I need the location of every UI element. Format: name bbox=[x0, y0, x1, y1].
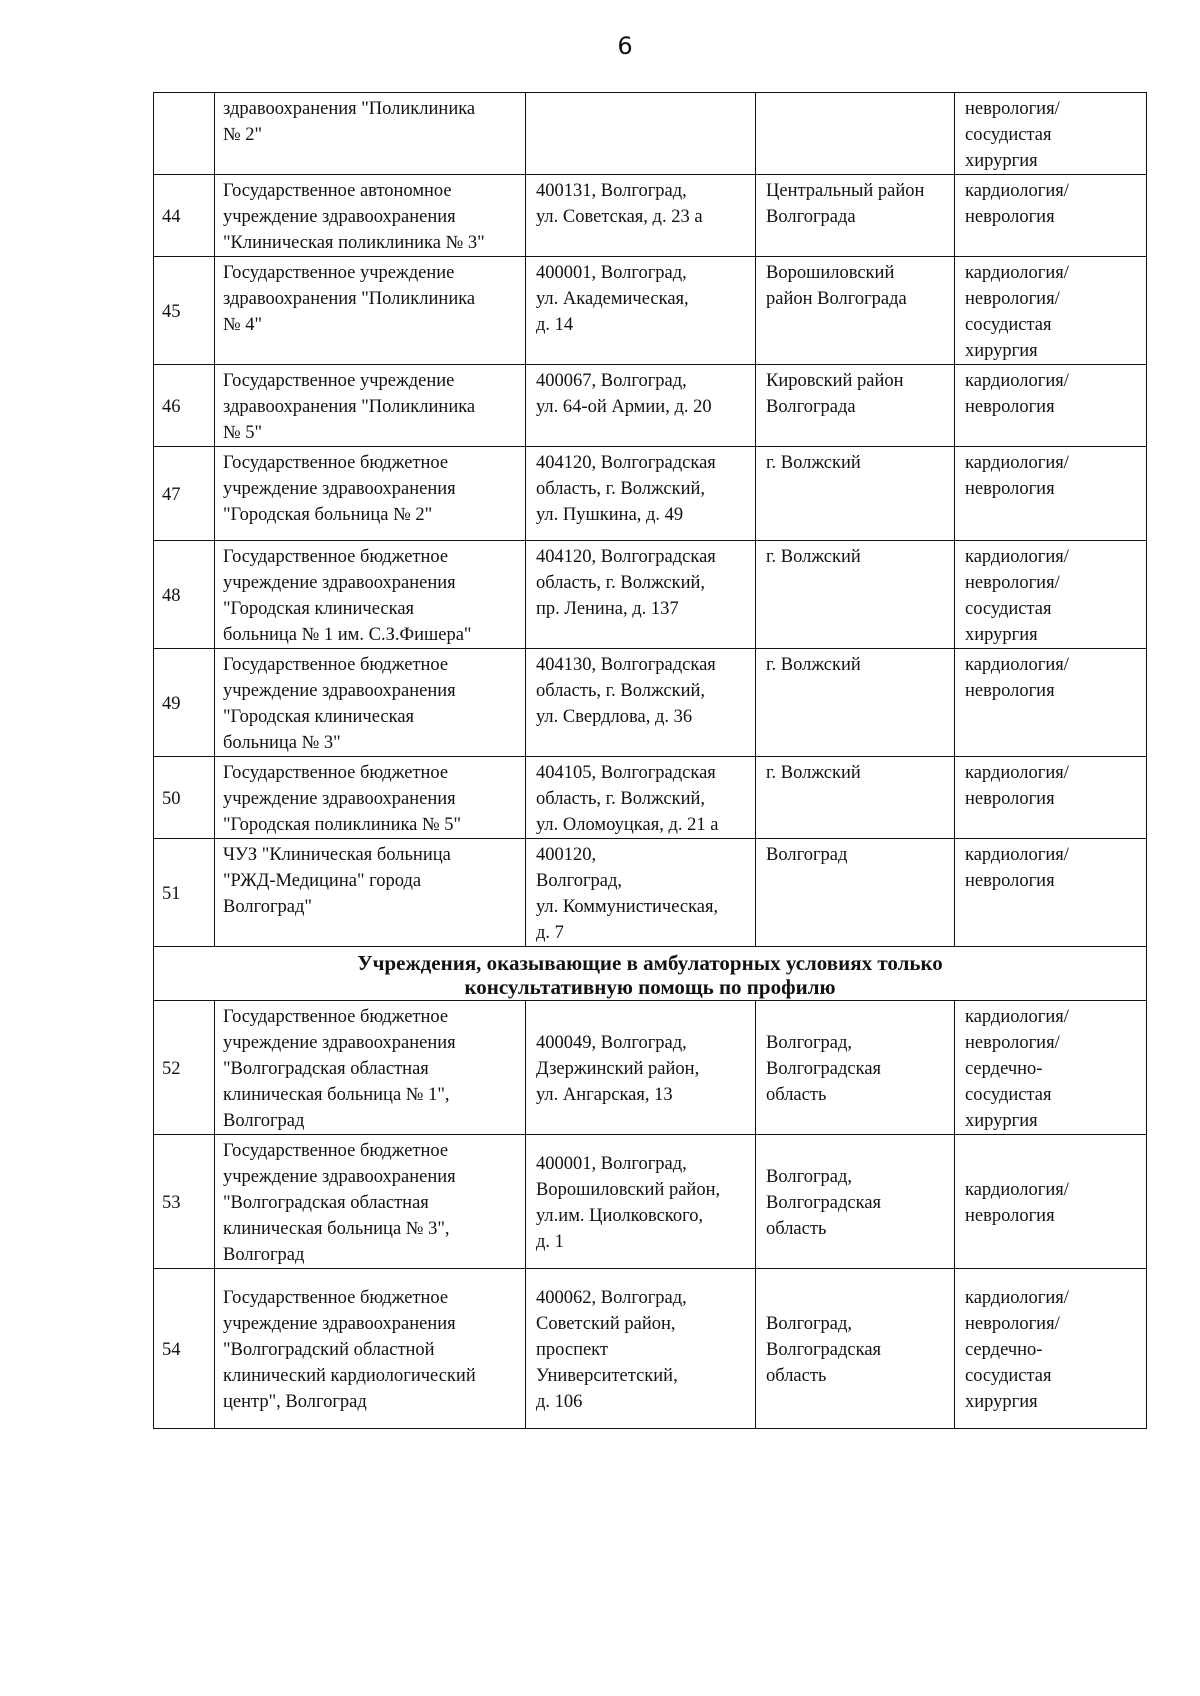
institution-name: Государственное бюджетное учреждение здравоохранения "Волгоградский областной клинический кардиологический центр", Волгоград bbox=[215, 1269, 526, 1429]
service-area: Волгоград, Волгоградская область bbox=[756, 1001, 955, 1135]
table-row bbox=[154, 649, 1147, 757]
medical-profile: кардиология/ неврология/ сердечно- сосудистая хирургия bbox=[955, 1001, 1147, 1135]
medical-profile: кардиология/ неврология/ сосудистая хирургия bbox=[955, 541, 1147, 649]
institution-name: Государственное бюджетное учреждение здравоохранения "Городская клиническая больница № 3" bbox=[215, 649, 526, 757]
table-row bbox=[154, 839, 1147, 947]
table-row bbox=[154, 175, 1147, 257]
institution-address: 404105, Волгоградская область, г. Волжский, ул. Оломоуцкая, д. 21 а bbox=[526, 757, 756, 839]
table-row bbox=[154, 1269, 1147, 1429]
row-number: 50 bbox=[154, 757, 215, 839]
medical-profile: кардиология/ неврология bbox=[955, 365, 1147, 447]
table-row bbox=[154, 757, 1147, 839]
row-number: 53 bbox=[154, 1135, 215, 1269]
row-number: 44 bbox=[154, 175, 215, 257]
row-number: 45 bbox=[154, 257, 215, 365]
row-number: 49 bbox=[154, 649, 215, 757]
institutions-table bbox=[153, 92, 1147, 1429]
table-row bbox=[154, 257, 1147, 365]
institution-name: Государственное бюджетное учреждение здравоохранения "Волгоградская областная клиническая больница № 1", Волгоград bbox=[215, 1001, 526, 1135]
medical-profile: кардиология/ неврология bbox=[955, 649, 1147, 757]
medical-profile: кардиология/ неврология/ сердечно- сосудистая хирургия bbox=[955, 1269, 1147, 1429]
row-number: 46 bbox=[154, 365, 215, 447]
medical-profile: кардиология/ неврология bbox=[955, 175, 1147, 257]
service-area: Центральный район Волгограда bbox=[756, 175, 955, 257]
medical-profile: кардиология/ неврология bbox=[955, 757, 1147, 839]
section-row bbox=[154, 947, 1147, 1001]
medical-profile: кардиология/ неврология bbox=[955, 447, 1147, 541]
table-row bbox=[154, 1001, 1147, 1135]
row-number: 51 bbox=[154, 839, 215, 947]
table-row bbox=[154, 541, 1147, 649]
page-number: 6 bbox=[617, 32, 633, 60]
institution-address: 404120, Волгоградская область, г. Волжский, ул. Пушкина, д. 49 bbox=[526, 447, 756, 541]
institution-name: ЧУЗ "Клиническая больница "РЖД-Медицина" города Волгоград" bbox=[215, 839, 526, 947]
service-area: г. Волжский bbox=[756, 447, 955, 541]
row-number: 54 bbox=[154, 1269, 215, 1429]
institution-address: 400120, Волгоград, ул. Коммунистическая, д. 7 bbox=[526, 839, 756, 947]
medical-profile: кардиология/ неврология bbox=[955, 1135, 1147, 1269]
service-area: Волгоград, Волгоградская область bbox=[756, 1135, 955, 1269]
institution-name: Государственное учреждение здравоохранения "Поликлиника № 5" bbox=[215, 365, 526, 447]
institution-address: 404120, Волгоградская область, г. Волжский, пр. Ленина, д. 137 bbox=[526, 541, 756, 649]
row-number: 47 bbox=[154, 447, 215, 541]
institution-address: 400131, Волгоград, ул. Советская, д. 23 а bbox=[526, 175, 756, 257]
service-area bbox=[756, 93, 955, 175]
institution-name: здравоохранения "Поликлиника № 2" bbox=[215, 93, 526, 175]
table-body bbox=[154, 93, 1147, 1429]
service-area: г. Волжский bbox=[756, 649, 955, 757]
row-number bbox=[154, 93, 215, 175]
institution-name: Государственное автономное учреждение здравоохранения "Клиническая поликлиника № 3" bbox=[215, 175, 526, 257]
institution-name: Государственное бюджетное учреждение здравоохранения "Городская больница № 2" bbox=[215, 447, 526, 541]
service-area: Кировский район Волгограда bbox=[756, 365, 955, 447]
service-area: Волгоград bbox=[756, 839, 955, 947]
row-number: 48 bbox=[154, 541, 215, 649]
institution-address: 400001, Волгоград, Ворошиловский район, ул.им. Циолковского, д. 1 bbox=[526, 1135, 756, 1269]
medical-profile: кардиология/ неврология/ сосудистая хирургия bbox=[955, 257, 1147, 365]
table-row bbox=[154, 365, 1147, 447]
institution-name: Государственное бюджетное учреждение здравоохранения "Городская поликлиника № 5" bbox=[215, 757, 526, 839]
table-row bbox=[154, 1135, 1147, 1269]
service-area: г. Волжский bbox=[756, 757, 955, 839]
institution-name: Государственное учреждение здравоохранения "Поликлиника № 4" bbox=[215, 257, 526, 365]
medical-profile: кардиология/ неврология bbox=[955, 839, 1147, 947]
medical-profile: неврология/ сосудистая хирургия bbox=[955, 93, 1147, 175]
service-area: Волгоград, Волгоградская область bbox=[756, 1269, 955, 1429]
section-title: Учреждения, оказывающие в амбулаторных условиях только консультативную помощь по профилю bbox=[154, 947, 1147, 1001]
table-row bbox=[154, 93, 1147, 175]
institution-address: 400001, Волгоград, ул. Академическая, д. 14 bbox=[526, 257, 756, 365]
table-row bbox=[154, 447, 1147, 541]
institution-address: 400062, Волгоград, Советский район, проспект Университетский, д. 106 bbox=[526, 1269, 756, 1429]
institution-address bbox=[526, 93, 756, 175]
row-number: 52 bbox=[154, 1001, 215, 1135]
service-area: г. Волжский bbox=[756, 541, 955, 649]
institution-name: Государственное бюджетное учреждение здравоохранения "Городская клиническая больница № 1 им. С.З.Фишера" bbox=[215, 541, 526, 649]
institution-address: 400067, Волгоград, ул. 64-ой Армии, д. 20 bbox=[526, 365, 756, 447]
service-area: Ворошиловский район Волгограда bbox=[756, 257, 955, 365]
institution-name: Государственное бюджетное учреждение здравоохранения "Волгоградская областная клиническая больница № 3", Волгоград bbox=[215, 1135, 526, 1269]
institution-address: 404130, Волгоградская область, г. Волжский, ул. Свердлова, д. 36 bbox=[526, 649, 756, 757]
institution-address: 400049, Волгоград, Дзержинский район, ул. Ангарская, 13 bbox=[526, 1001, 756, 1135]
